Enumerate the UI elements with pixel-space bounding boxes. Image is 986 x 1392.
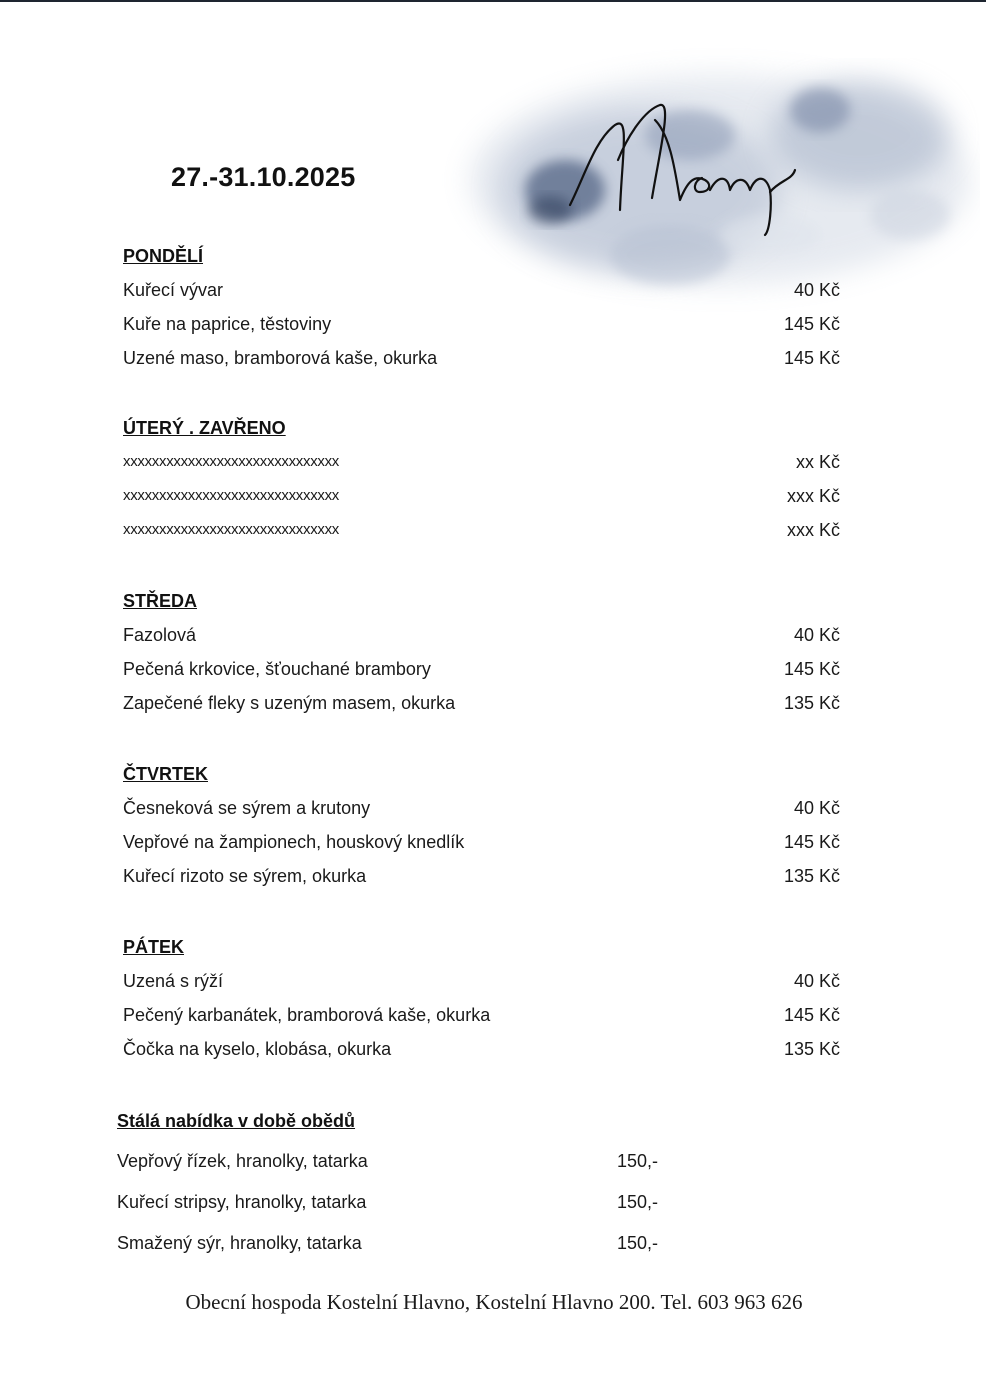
- item-price: 135 Kč: [783, 693, 840, 713]
- day-section-tuesday: [123, 411, 840, 547]
- item-name: Kuřecí vývar: [123, 280, 224, 300]
- menu-item: [123, 618, 840, 652]
- item-name: xxxxxxxxxxxxxxxxxxxxxxxxxxxxxx: [123, 521, 340, 538]
- item-price: 40 Kč: [793, 971, 840, 991]
- item-price: 150,-: [617, 1151, 659, 1171]
- menu-item: [123, 341, 840, 375]
- item-price: 135 Kč: [783, 866, 840, 886]
- item-name: Kuře na paprice, těstoviny: [123, 314, 332, 334]
- standing-item: [117, 1141, 677, 1182]
- item-price: 145 Kč: [783, 348, 840, 368]
- item-price: 145 Kč: [783, 1005, 840, 1025]
- day-section-thursday: [123, 757, 840, 893]
- item-name: Česneková se sýrem a krutony: [123, 798, 371, 818]
- menu-item: [123, 445, 840, 479]
- item-price: 150,-: [617, 1192, 659, 1212]
- item-name: Uzené maso, bramborová kaše, okurka: [123, 348, 438, 368]
- menu-item: [123, 273, 840, 307]
- item-price: xx Kč: [795, 452, 840, 472]
- menu-item: [123, 479, 840, 513]
- day-section-monday: [123, 239, 840, 375]
- item-name: Zapečené fleky s uzeným masem, okurka: [123, 693, 456, 713]
- day-section-wednesday: [123, 584, 840, 720]
- top-border-line: [0, 0, 986, 2]
- day-title: ČTVRTEK: [123, 764, 208, 784]
- item-price: 145 Kč: [783, 659, 840, 679]
- menu-item: [123, 307, 840, 341]
- item-name: Pečený karbanátek, bramborová kaše, okurka: [123, 1005, 491, 1025]
- item-name: xxxxxxxxxxxxxxxxxxxxxxxxxxxxxx: [123, 453, 340, 470]
- item-price: xxx Kč: [786, 520, 840, 540]
- date-range: 27.-31.10.2025: [171, 162, 356, 192]
- item-price: 40 Kč: [793, 625, 840, 645]
- item-name: Fazolová: [123, 625, 197, 645]
- item-name: Pečená krkovice, šťouchané brambory: [123, 659, 431, 679]
- item-name: Uzená s rýží: [123, 971, 224, 991]
- item-name: Smažený sýr, hranolky, tatarka: [117, 1233, 362, 1253]
- standing-item: [117, 1182, 677, 1223]
- footer-text: Obecní hospoda Kostelní Hlavno, Kostelní Hlavno 200. Tel. 603 963 626: [185, 1290, 803, 1314]
- item-name: Čočka na kyselo, klobása, okurka: [123, 1039, 392, 1059]
- menu-item: [123, 998, 840, 1032]
- standing-offer-title: Stálá nabídka v době obědů: [117, 1111, 356, 1131]
- menu-item: [123, 859, 840, 893]
- standing-offer-section: [117, 1105, 677, 1264]
- menu-item: [123, 1032, 840, 1066]
- item-price: 40 Kč: [793, 280, 840, 300]
- day-title: PONDĚLÍ: [123, 246, 204, 266]
- item-name: Kuřecí stripsy, hranolky, tatarka: [117, 1192, 367, 1212]
- item-name: Kuřecí rizoto se sýrem, okurka: [123, 866, 367, 886]
- item-name: xxxxxxxxxxxxxxxxxxxxxxxxxxxxxx: [123, 487, 340, 504]
- menu-item: [123, 791, 840, 825]
- day-section-friday: [123, 930, 840, 1066]
- item-price: 145 Kč: [783, 832, 840, 852]
- item-name: Vepřové na žampionech, houskový knedlík: [123, 832, 465, 852]
- day-title: PÁTEK: [123, 937, 185, 957]
- menu-item: [123, 825, 840, 859]
- day-title: ÚTERÝ . ZAVŘENO: [123, 418, 286, 438]
- standing-item: [117, 1223, 677, 1264]
- day-title: STŘEDA: [123, 591, 198, 611]
- item-name: Vepřový řízek, hranolky, tatarka: [117, 1151, 368, 1171]
- item-price: 135 Kč: [783, 1039, 840, 1059]
- item-price: 150,-: [617, 1233, 659, 1253]
- menu-item: [123, 513, 840, 547]
- menu-item: [123, 964, 840, 998]
- item-price: 40 Kč: [793, 798, 840, 818]
- item-price: 145 Kč: [783, 314, 840, 334]
- footer-contact: [0, 1290, 986, 1315]
- menu-item: [123, 686, 840, 720]
- menu-script-title: [560, 80, 860, 250]
- menu-item: [123, 652, 840, 686]
- item-price: xxx Kč: [786, 486, 840, 506]
